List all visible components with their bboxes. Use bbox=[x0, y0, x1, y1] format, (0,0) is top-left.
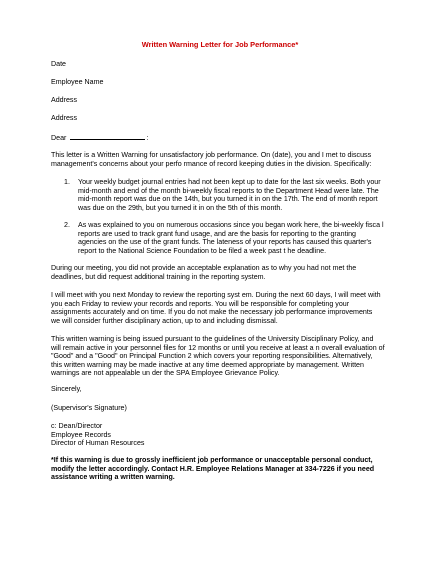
address-field-1: Address bbox=[51, 96, 78, 104]
list-item-line: agencies on the use of the grant funds. The lateness of your reports has caused this quarter's bbox=[78, 238, 372, 247]
followup-paragraph bbox=[51, 291, 396, 325]
cc-list bbox=[51, 422, 396, 448]
letter-title: Written Warning Letter for Job Performance* bbox=[141, 40, 299, 49]
address-field-2: Address bbox=[51, 114, 78, 122]
cc-line: Employee Records bbox=[51, 430, 111, 439]
paragraph-line: we will consider further disciplinary action, up to and including dismissal. bbox=[51, 316, 278, 325]
salutation-colon: : bbox=[146, 134, 149, 142]
cc-line: c: Dean/Director bbox=[51, 422, 103, 430]
list-item-number: 2. bbox=[64, 221, 70, 229]
list-item-number: 1. bbox=[64, 178, 70, 186]
footnote-line: *If this warning is due to grossly inefficient job performance or unacceptable personal conduct, bbox=[51, 456, 373, 464]
paragraph-line: During our meeting, you did not provide an acceptable explanation as to why you had not met the bbox=[51, 264, 357, 272]
paragraph-line: deadlines, but did request additional training in the reporting system. bbox=[51, 272, 266, 281]
meeting-paragraph bbox=[51, 264, 396, 281]
paragraph-line: will remain active in your personnel files for 12 months or until you receive at least a n overall evaluation of bbox=[51, 343, 385, 352]
list-item-line: Your weekly budget journal entries had not been kept up to date for the last six weeks. Both your bbox=[78, 178, 381, 186]
recipient-blank-line bbox=[70, 132, 145, 140]
date-field: Date bbox=[51, 60, 66, 68]
paragraph-line: this written warning may be made inactive at any time deemed appropriate by management. Written bbox=[51, 360, 364, 369]
paragraph-line: you each Friday to review your records and reports. You will be responsible for completing your bbox=[51, 299, 350, 308]
closing: Sincerely, bbox=[51, 385, 82, 393]
list-item-line: mid-month report was due on the 14th, but you turned it in on the 17th. The end of month report bbox=[78, 195, 378, 204]
paragraph-line: assignments accurately and on time. If you do not make the necessary job performance improvements bbox=[51, 308, 373, 317]
list-item-line: was due on the 29th, but you turned it in on the 5th of this month. bbox=[78, 203, 283, 212]
list-item-body bbox=[78, 221, 384, 255]
list-item-line: reports are used to track grant fund usage, and are the basis for reporting to the granting bbox=[78, 229, 357, 238]
list-item-line: report to the National Science Foundation to be filed a week past t he deadline. bbox=[78, 246, 327, 255]
salutation bbox=[51, 132, 148, 143]
paragraph-line: warnings are not appealable un der the SPA Employee Grievance Policy. bbox=[51, 369, 280, 378]
supervisor-signature: (Supervisor's Signature) bbox=[51, 404, 127, 412]
intro-paragraph bbox=[51, 151, 396, 168]
paragraph-line: This letter is a Written Warning for unsatisfactory job performance. On (date), you and I met to discuss bbox=[51, 151, 372, 159]
cc-line: Director of Human Resources bbox=[51, 439, 145, 448]
footnote bbox=[51, 456, 401, 482]
paragraph-line: This written warning is being issued pursuant to the guidelines of the University Disciplinary Policy, and bbox=[51, 335, 374, 343]
footnote-line: assistance writing a written warning. bbox=[51, 473, 175, 482]
list-item-line: As was explained to you on numerous occasions since you began work here, the bi-weekly fisca l bbox=[78, 221, 384, 229]
paragraph-line: I will meet with you next Monday to review the reporting syst em. During the next 60 days, I will meet with bbox=[51, 291, 381, 299]
list-item-line: mid-month and end of the month bi-weekly fiscal reports to the Department Head were late. The bbox=[78, 186, 379, 195]
salutation-label: Dear bbox=[51, 134, 67, 142]
employee-name-field: Employee Name bbox=[51, 78, 104, 86]
policy-paragraph bbox=[51, 335, 396, 378]
paragraph-line: management's concerns about your perfo rmance of record keeping duties in the division. Specifically: bbox=[51, 159, 372, 168]
footnote-line: modify the letter accordingly. Contact H.R. Employee Relations Manager at 334-7226 if you need bbox=[51, 464, 375, 473]
paragraph-line: "Good" and a "Good" on Principal Function 2 which covers your reporting responsibilities. Alternatively, bbox=[51, 352, 373, 361]
list-item-body bbox=[78, 178, 381, 212]
